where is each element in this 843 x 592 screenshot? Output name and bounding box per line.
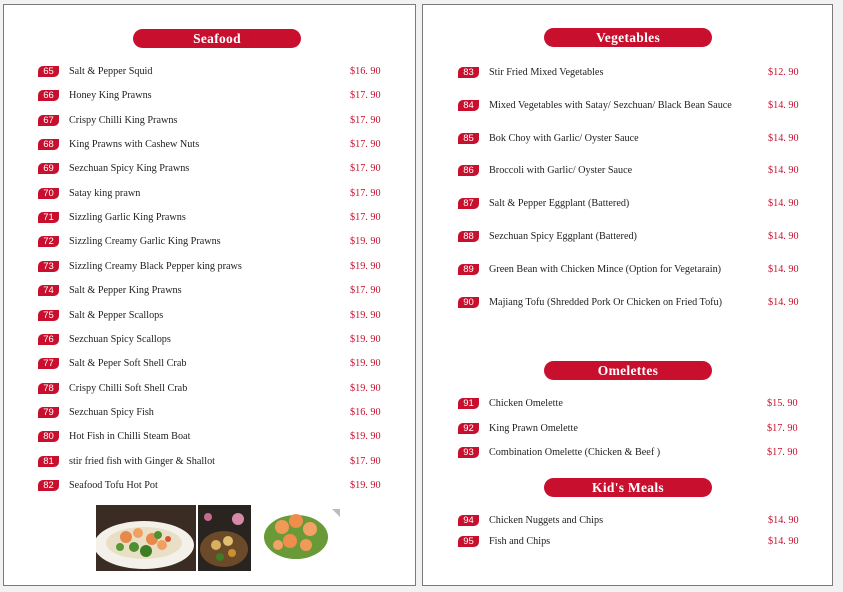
item-price: $19. 90 [350, 358, 381, 370]
item-name: Salt & Pepper Eggplant (Battered) [489, 198, 630, 210]
item-name: Hot Fish in Chilli Steam Boat [69, 431, 191, 443]
item-price: $16. 90 [350, 406, 381, 418]
item-name: Seafood Tofu Hot Pot [69, 479, 158, 491]
item-price: $17. 90 [767, 447, 798, 458]
item-number-badge: 89 [458, 264, 479, 275]
item-name: Chicken Omelette [489, 398, 563, 409]
item-number-badge: 88 [458, 231, 479, 242]
item-number-badge: 78 [38, 383, 59, 394]
item-name: stir fried fish with Ginger & Shallot [69, 455, 216, 467]
item-price: $14. 90 [768, 99, 799, 111]
item-name: Bok Choy with Garlic/ Oyster Sauce [489, 132, 639, 144]
item-name: Salt & Peper Soft Shell Crab [69, 358, 187, 370]
item-price: $16. 90 [350, 66, 381, 77]
item-name: Sizzling Creamy Garlic King Prawns [69, 236, 221, 248]
item-name: Green Bean with Chicken Mince (Option for Vegetarain) [489, 263, 722, 275]
item-price: $14. 90 [768, 296, 799, 308]
item-number-badge: 68 [38, 139, 59, 150]
item-number-badge: 92 [458, 423, 479, 434]
item-price: $19. 90 [350, 382, 381, 394]
item-name: Combination Omelette (Chicken & Beef ) [489, 447, 661, 458]
item-number-badge: 74 [38, 285, 59, 296]
item-name: Fish and Chips [489, 535, 551, 547]
item-price: $17. 90 [350, 114, 381, 126]
section-header-omelettes: Omelettes [544, 361, 712, 380]
item-number-badge: 82 [38, 480, 59, 491]
item-number-badge: 75 [38, 310, 59, 321]
item-name: Satay king prawn [69, 187, 141, 199]
item-name: Stir Fried Mixed Vegetables [489, 67, 604, 78]
item-number-badge: 71 [38, 212, 59, 223]
item-price: $19. 90 [350, 333, 381, 345]
item-name: Honey King Prawns [69, 90, 152, 102]
item-price: $19. 90 [350, 479, 381, 491]
item-price: $12. 90 [768, 67, 799, 78]
item-price: $14. 90 [768, 198, 799, 210]
item-price: $14. 90 [768, 515, 799, 526]
item-name: Salt & Pepper Scallops [69, 309, 164, 321]
item-number-badge: 94 [458, 515, 479, 526]
item-name: Mixed Vegetables with Satay/ Sezchuan/ Black Bean Sauce [489, 99, 732, 111]
item-price: $17. 90 [350, 187, 381, 199]
item-price: $19. 90 [350, 236, 381, 248]
item-price: $17. 90 [350, 139, 381, 151]
item-price: $19. 90 [350, 431, 381, 443]
item-number-badge: 93 [458, 447, 479, 458]
item-price: $19. 90 [350, 309, 381, 321]
menu-page-left [3, 4, 416, 586]
item-price: $17. 90 [350, 90, 381, 102]
item-price: $14. 90 [768, 231, 799, 242]
menu-page-right [422, 4, 833, 586]
item-name: Sezchuan Spicy King Prawns [69, 163, 190, 175]
item-price: $17. 90 [350, 285, 381, 297]
item-name: Majiang Tofu (Shredded Pork Or Chicken on Fried Tofu) [489, 296, 723, 308]
item-name: Crispy Chilli Soft Shell Crab [69, 382, 188, 394]
item-name: Chicken Nuggets and Chips [489, 515, 604, 526]
dish-photo-stirfry [198, 505, 251, 571]
item-name: Sizzling Creamy Black Pepper king praws [69, 260, 242, 272]
item-name: Salt & Pepper Squid [69, 66, 153, 77]
item-number-badge: 70 [38, 188, 59, 199]
item-price: $14. 90 [768, 263, 799, 275]
item-name: King Prawn Omelette [489, 422, 578, 434]
item-number-badge: 72 [38, 236, 59, 247]
item-price: $14. 90 [768, 535, 799, 547]
item-number-badge: 83 [458, 67, 479, 78]
item-price: $14. 90 [768, 132, 799, 144]
item-number-badge: 76 [38, 334, 59, 345]
item-number-badge: 69 [38, 163, 59, 174]
item-number-badge: 95 [458, 536, 479, 547]
section-header-kids-meals: Kid's Meals [544, 478, 712, 497]
item-price: $15. 90 [767, 398, 798, 409]
item-price: $19. 90 [350, 260, 381, 272]
item-number-badge: 85 [458, 133, 479, 144]
item-price: $17. 90 [350, 163, 381, 175]
item-price: $17. 90 [350, 455, 381, 467]
item-number-badge: 84 [458, 100, 479, 111]
item-number-badge: 81 [38, 456, 59, 467]
item-number-badge: 66 [38, 90, 59, 101]
item-price: $17. 90 [767, 422, 798, 434]
item-price: $14. 90 [768, 165, 799, 177]
item-number-badge: 80 [38, 431, 59, 442]
item-name: Sezchuan Spicy Eggplant (Battered) [489, 231, 637, 242]
item-number-badge: 67 [38, 115, 59, 126]
item-number-badge: 86 [458, 165, 479, 176]
item-price: $17. 90 [350, 212, 381, 224]
item-number-badge: 77 [38, 358, 59, 369]
item-name: Sizzling Garlic King Prawns [69, 212, 186, 224]
item-name: King Prawns with Cashew Nuts [69, 139, 200, 151]
section-header-vegetables: Vegetables [544, 28, 712, 47]
item-number-badge: 90 [458, 297, 479, 308]
item-name: Crispy Chilli King Prawns [69, 114, 178, 126]
item-name: Broccoli with Garlic/ Oyster Sauce [489, 165, 633, 177]
dish-photo-prawns-broccoli [96, 505, 196, 571]
item-number-badge: 73 [38, 261, 59, 272]
item-number-badge: 87 [458, 198, 479, 209]
item-number-badge: 91 [458, 398, 479, 409]
item-name: Sezchuan Spicy Scallops [69, 333, 171, 345]
item-number-badge: 65 [38, 66, 59, 77]
item-name: Salt & Pepper King Prawns [69, 285, 182, 297]
section-header-seafood: Seafood [133, 29, 301, 48]
item-name: Sezchuan Spicy Fish [69, 406, 154, 418]
item-number-badge: 79 [38, 407, 59, 418]
dish-photo-prawns [260, 505, 340, 571]
